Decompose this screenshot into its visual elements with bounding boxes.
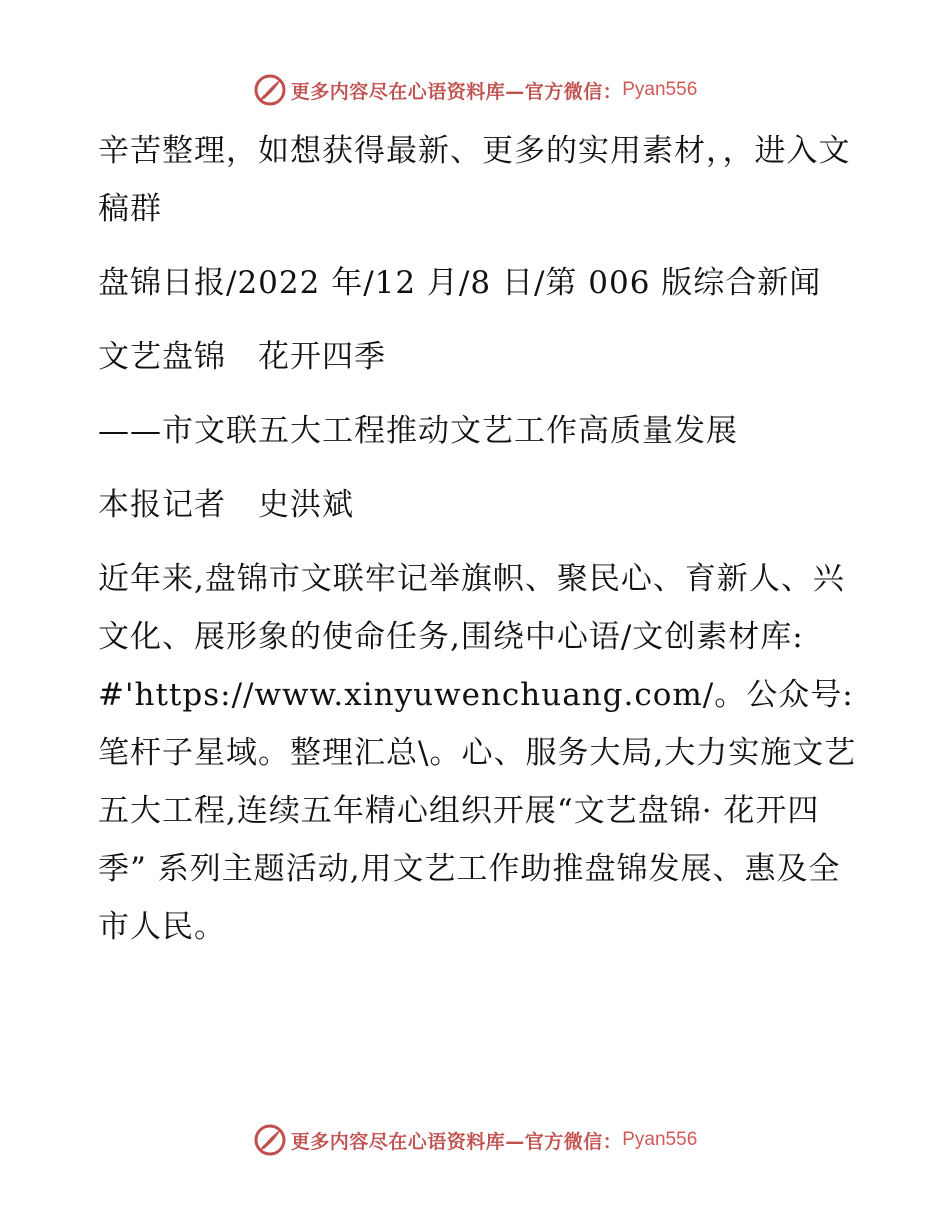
article-subtitle: ——市文联五大工程推动文艺工作高质量发展 [98, 413, 738, 449]
footer-banner [0, 1120, 950, 1160]
document-body [98, 122, 858, 972]
source-line: 盘锦日报/2022 年/12 月/8 日/第 006 版综合新闻 [98, 265, 822, 301]
quill-logo-icon [253, 73, 287, 107]
header-banner-text: 更多内容尽在心语资料库—官方微信： [290, 80, 623, 103]
body-paragraph: 近年来,盘锦市文联牢记举旗帜、聚民心、育新人、兴文化、展形象的使命任务,围绕中心语/文创素材库: #'https://www.xinyuwenchuang.com/。公众号: 笔杆子星域。整理汇总\。心、服务大局,大力实施文艺五大工程,连续五年精心组织开展“文艺盘锦· 花开四季” 系列主题活动,用文艺工作助推盘锦发展、惠及全市人民。 [98, 561, 857, 945]
intro-paragraph: 辛苦整理，如想获得最新、更多的实用素材，，进入文稿群 [98, 133, 851, 227]
header-banner-id: Pyan556 [622, 79, 698, 100]
byline: 本报记者 史洪斌 [98, 487, 354, 523]
quill-logo-icon [253, 1123, 287, 1157]
header-banner [0, 70, 950, 110]
article-title: 文艺盘锦 花开四季 [98, 339, 386, 375]
footer-banner-id: Pyan556 [622, 1129, 698, 1150]
footer-banner-text: 更多内容尽在心语资料库—官方微信： [290, 1130, 623, 1153]
